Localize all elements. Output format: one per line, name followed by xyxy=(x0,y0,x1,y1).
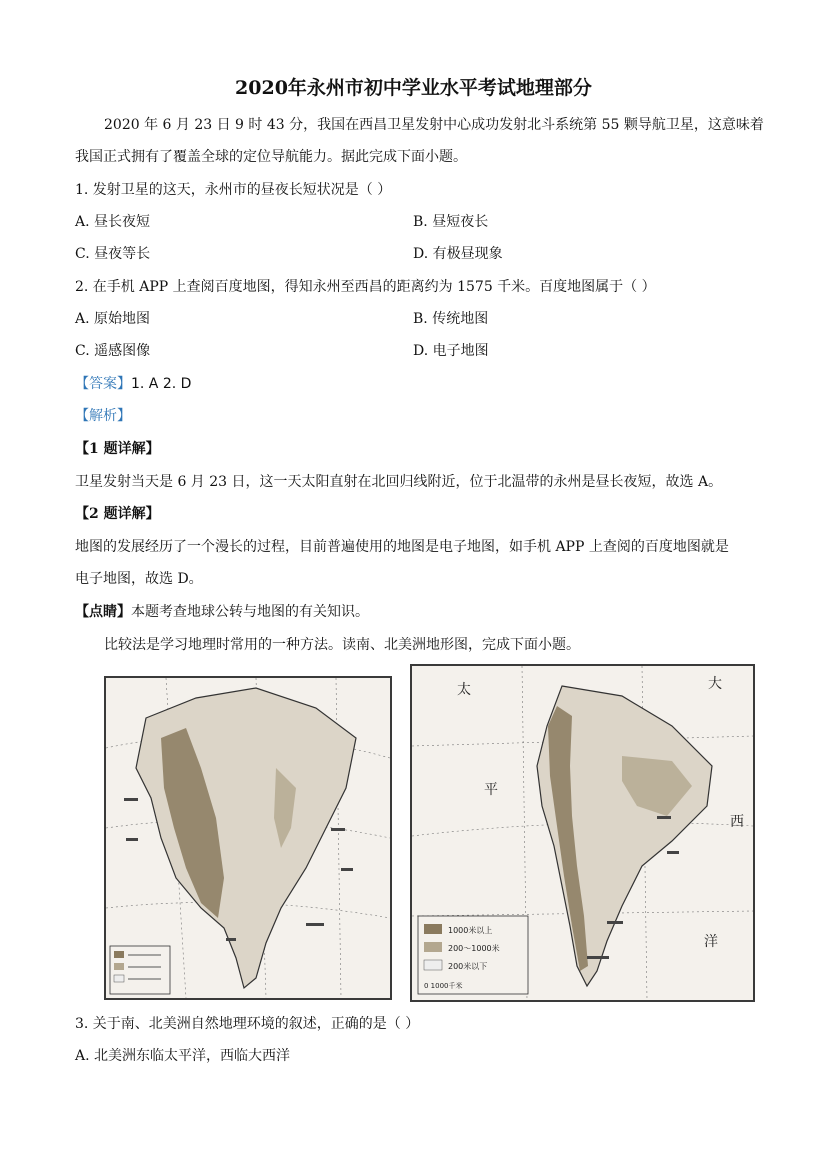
map-label-ping: 平 xyxy=(484,782,498,798)
comment-label: 【点睛】 xyxy=(75,604,131,620)
detail-2-line-2: 电子地图，故选 D。 xyxy=(75,571,203,587)
north-america-map xyxy=(104,676,392,1000)
map-label-xi: 西 xyxy=(730,814,744,830)
question-3-stem: 3. 关于南、北美洲自然地理环境的叙述，正确的是（ ） xyxy=(75,1016,420,1032)
detail-2-label: 【2 题详解】 xyxy=(75,506,160,522)
map-label-tai: 太 xyxy=(457,682,471,698)
comment-text: 本题考查地球公转与地图的有关知识。 xyxy=(131,604,369,620)
comment-line xyxy=(75,603,369,621)
intro-line-1: 2020 年 6 月 23 日 9 时 43 分，我国在西昌卫星发射中心成功发射北斗系统第 55 颗导航卫星，这意味着 xyxy=(104,117,764,133)
south-america-map-drawing xyxy=(412,666,753,1000)
question-1-stem: 1. 发射卫星的这天，永州市的昼夜长短状况是（ ） xyxy=(75,182,392,198)
q1-option-b: B. 昼短夜长 xyxy=(413,214,489,230)
intro-line-2: 我国正式拥有了覆盖全球的定位导航能力。据此完成下面小题。 xyxy=(75,149,467,165)
map-label-yang: 洋 xyxy=(704,934,718,950)
q1-option-a: A. 昼长夜短 xyxy=(75,214,151,230)
legend-low: 200米以下 xyxy=(448,962,488,971)
map-label-da: 大 xyxy=(708,676,722,692)
intro-2: 比较法是学习地理时常用的一种方法。读南、北美洲地形图，完成下面小题。 xyxy=(104,637,580,653)
north-america-map-drawing xyxy=(106,678,390,998)
q3-option-a: A. 北美洲东临太平洋，西临大西洋 xyxy=(75,1048,291,1064)
detail-1-label: 【1 题详解】 xyxy=(75,441,160,457)
q2-option-d: D. 电子地图 xyxy=(413,343,489,359)
q2-option-a: A. 原始地图 xyxy=(75,311,151,327)
map-scale: 0 1000千米 xyxy=(424,982,463,990)
page-title: 2020年永州市初中学业水平考试地理部分 xyxy=(235,77,592,99)
question-2-stem: 2. 在手机 APP 上查阅百度地图，得知永州至西昌的距离约为 1575 千米。百度地图属于（ ） xyxy=(75,279,656,295)
q2-option-c: C. 遥感图像 xyxy=(75,343,151,359)
answer-line xyxy=(75,375,191,393)
south-america-map xyxy=(410,664,755,1002)
legend-high: 1000米以上 xyxy=(448,926,493,935)
q1-option-c: C. 昼夜等长 xyxy=(75,246,151,262)
detail-1-text: 卫星发射当天是 6 月 23 日，这一天太阳直射在北回归线附近，位于北温带的永州是昼长夜短，故选 A。 xyxy=(75,474,723,490)
analysis-label: 【解析】 xyxy=(75,408,131,424)
q1-option-d: D. 有极昼现象 xyxy=(413,246,503,262)
legend-mid: 200～1000米 xyxy=(448,944,500,953)
answer-label: 【答案】 xyxy=(75,376,131,392)
q2-option-b: B. 传统地图 xyxy=(413,311,489,327)
answer-text: 1. A 2. D xyxy=(131,376,192,392)
detail-2-line-1: 地图的发展经历了一个漫长的过程，目前普遍使用的地图是电子地图，如手机 APP 上查阅的百度地图就是 xyxy=(75,539,729,555)
